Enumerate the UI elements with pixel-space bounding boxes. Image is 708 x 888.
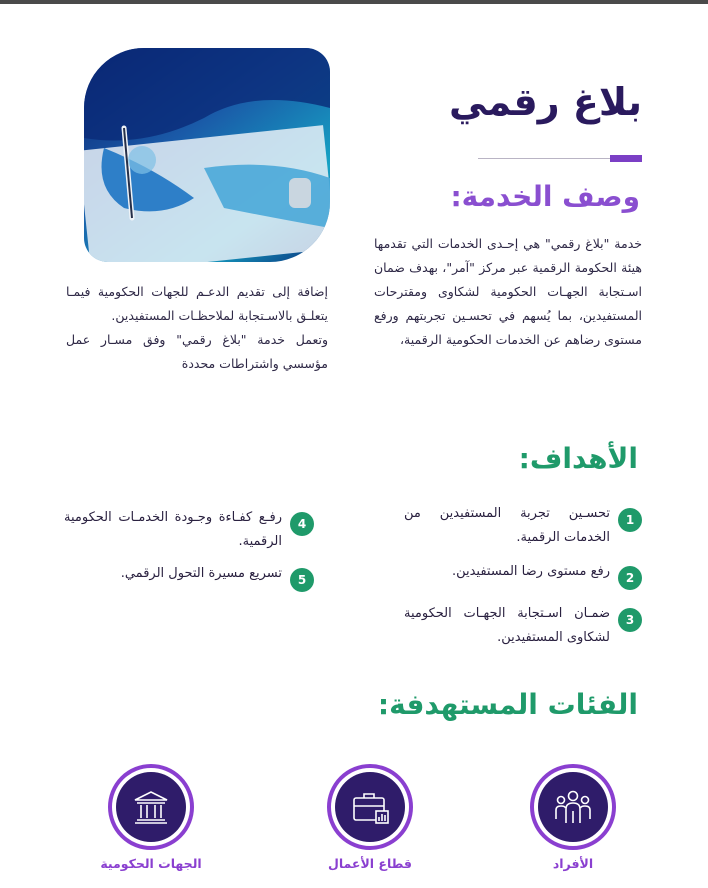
goals-heading: الأهداف: (518, 442, 638, 475)
title-divider (478, 158, 612, 159)
target-group-government (96, 764, 206, 871)
goal-number-badge: 5 (290, 568, 314, 592)
target-group-individuals (518, 764, 628, 871)
goal-item (404, 560, 642, 590)
goal-number-badge: 1 (618, 508, 642, 532)
government-building-icon (116, 772, 186, 842)
goal-item (64, 562, 314, 592)
goal-text: تحسـين تجربة المستفيدين من الخدمات الرقمية. (404, 506, 610, 545)
title-divider-accent (610, 155, 642, 162)
page-title: بلاغ رقمي (449, 80, 642, 124)
goal-text: ضمـان اسـتجابة الجهـات الحكومية لشكاوى المستفيدين. (404, 606, 610, 645)
description-paragraph-continued (66, 280, 328, 376)
goal-number-badge: 2 (618, 566, 642, 590)
target-icon-ring (327, 764, 413, 850)
target-group-label: الجهات الحكومية (100, 856, 202, 871)
description-paragraph-part-1: إضافة إلى تقديم الدعـم للجهات الحكومية فيمـا يتعلـق بالاسـتجابة لملاحظـات المستفيدين. (66, 284, 328, 323)
target-groups-heading: الفئات المستهدفة: (377, 688, 638, 721)
target-group-label: الأفراد (552, 856, 594, 871)
goal-number-badge: 4 (290, 512, 314, 536)
description-paragraph: خدمة "بلاغ رقمي" هي إحـدى الخدمات التي تقدمها هيئة الحكومة الرقمية عبر مركز "آمر"، بهدف ضمان اسـتجابة الجهـات الحكومية لشكاوى ومقترحات المستفيدين، بما يُسهم في تحسـين تجربتهم ورفع مستوى رضاهم عن الخدمات الحكومية الرقمية، (374, 236, 642, 347)
target-group-business (315, 764, 425, 871)
people-icon (538, 772, 608, 842)
description-heading: وصف الخدمة: (450, 180, 640, 213)
goal-number-badge: 3 (618, 608, 642, 632)
description-paragraph-part-2: وتعمل خدمة "بلاغ رقمي" وفق مسـار عمل مؤسسي واشتراطات محددة (66, 332, 328, 371)
hero-photo (84, 48, 330, 262)
goal-text: رفع مستوى رضا المستفيدين. (451, 564, 610, 579)
briefcase-chart-icon (335, 772, 405, 842)
target-group-label: قطاع الأعمال (328, 856, 412, 871)
top-border (0, 0, 708, 4)
goal-item (404, 602, 642, 650)
goal-text: تسريع مسيرة التحول الرقمي. (120, 566, 282, 581)
goal-text: رفـع كفـاءة وجـودة الخدمـات الحكومية الرقمية. (64, 510, 282, 549)
goal-item (64, 506, 314, 554)
target-icon-ring (530, 764, 616, 850)
goal-item (404, 502, 642, 550)
target-icon-ring (108, 764, 194, 850)
